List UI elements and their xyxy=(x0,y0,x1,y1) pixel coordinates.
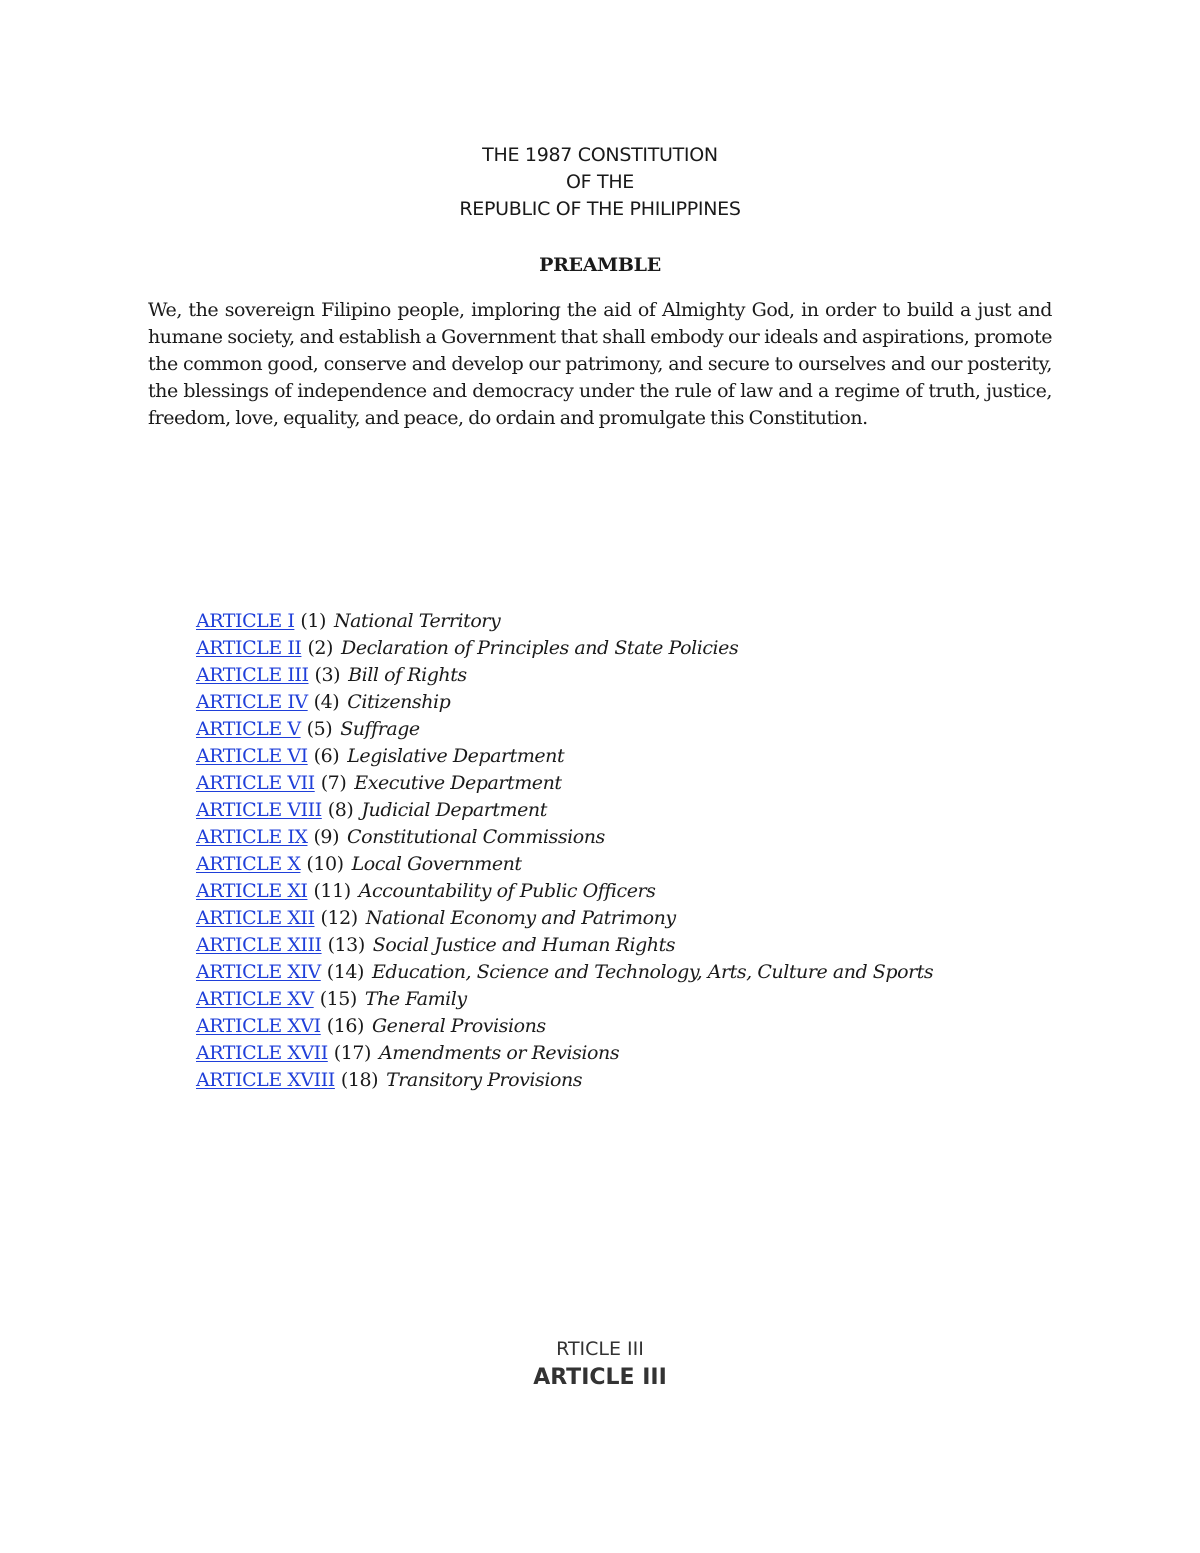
title-line-2: OF THE xyxy=(565,171,635,193)
article-15-link[interactable]: ARTICLE XV xyxy=(196,988,314,1010)
toc-topic: National Economy and Patrimony xyxy=(365,907,676,929)
toc-number: (15) xyxy=(319,988,357,1010)
article-6-link[interactable]: ARTICLE VI xyxy=(196,745,308,767)
title-line-1: THE 1987 CONSTITUTION xyxy=(482,144,718,166)
article-fragment-text: RTICLE III xyxy=(556,1338,644,1360)
toc-number: (13) xyxy=(327,934,365,956)
toc-number: (12) xyxy=(320,907,358,929)
preamble-paragraph: We, the sovereign Filipino people, imploring the aid of Almighty God, in order to build a just and humane society, and establish a Government that shall embody our ideals and aspirations, promote the common good, conserve and develop our patrimony, and secure to ourselves and our posterity, the blessings of independence and democracy under the rule of law and a regime of truth, justice, freedom, love, equality, and peace, do ordain and promulgate this Constitution. xyxy=(148,299,1052,429)
toc-topic: Transitory Provisions xyxy=(386,1069,583,1091)
toc-topic: Education, Science and Technology, Arts, Culture and Sports xyxy=(371,961,934,983)
toc-item-article-3 xyxy=(196,662,1096,689)
article-1-link[interactable]: ARTICLE I xyxy=(196,610,295,632)
article-11-link[interactable]: ARTICLE XI xyxy=(196,880,308,902)
toc-number: (1) xyxy=(300,610,326,632)
toc-item-article-17 xyxy=(196,1040,1096,1067)
toc-number: (3) xyxy=(314,664,341,686)
toc-number: (17) xyxy=(333,1042,371,1064)
article-16-link[interactable]: ARTICLE XVI xyxy=(196,1015,321,1037)
article-13-link[interactable]: ARTICLE XIII xyxy=(196,934,322,956)
article-7-link[interactable]: ARTICLE VII xyxy=(196,772,315,794)
toc-item-article-4 xyxy=(196,689,1096,716)
toc-topic: National Territory xyxy=(333,610,501,632)
toc-number: (7) xyxy=(320,772,347,794)
toc-number: (6) xyxy=(313,745,340,767)
article-17-link[interactable]: ARTICLE XVII xyxy=(196,1042,328,1064)
table-of-contents xyxy=(196,608,1096,1094)
title-line-3: REPUBLIC OF THE PHILIPPINES xyxy=(459,198,741,220)
toc-item-article-8 xyxy=(196,797,1096,824)
toc-item-article-10 xyxy=(196,851,1096,878)
toc-topic: Declaration of Principles and State Policies xyxy=(341,637,739,659)
toc-item-article-9 xyxy=(196,824,1096,851)
toc-item-article-16 xyxy=(196,1013,1096,1040)
toc-topic: Accountability of Public Officers xyxy=(358,880,656,902)
article-2-link[interactable]: ARTICLE II xyxy=(196,637,302,659)
article-heading: ARTICLE III xyxy=(533,1365,667,1390)
toc-number: (18) xyxy=(340,1069,379,1091)
article-18-link[interactable]: ARTICLE XVIII xyxy=(196,1069,335,1091)
toc-topic: Legislative Department xyxy=(347,745,565,767)
preamble-heading: PREAMBLE xyxy=(539,254,661,276)
toc-number: (14) xyxy=(326,961,364,983)
document-title xyxy=(0,142,1200,223)
article-12-link[interactable]: ARTICLE XII xyxy=(196,907,315,929)
toc-number: (11) xyxy=(313,880,351,902)
toc-item-article-7 xyxy=(196,770,1096,797)
toc-topic: Amendments or Revisions xyxy=(379,1042,620,1064)
toc-number: (4) xyxy=(313,691,340,713)
toc-topic: Bill of Rights xyxy=(348,664,467,686)
toc-topic: Constitutional Commissions xyxy=(347,826,605,848)
toc-item-article-1 xyxy=(196,608,1096,635)
toc-number: (2) xyxy=(307,637,334,659)
toc-topic: Judicial Department xyxy=(361,799,547,821)
toc-item-article-5 xyxy=(196,716,1096,743)
toc-topic: Citizenship xyxy=(347,691,451,713)
article-8-link[interactable]: ARTICLE VIII xyxy=(196,799,322,821)
toc-topic: Executive Department xyxy=(354,772,562,794)
toc-item-article-12 xyxy=(196,905,1096,932)
article-14-link[interactable]: ARTICLE XIV xyxy=(196,961,321,983)
toc-topic: Social Justice and Human Rights xyxy=(372,934,676,956)
toc-topic: The Family xyxy=(364,988,467,1010)
toc-number: (8) xyxy=(327,799,354,821)
article-4-link[interactable]: ARTICLE IV xyxy=(196,691,308,713)
toc-item-article-11 xyxy=(196,878,1096,905)
article-9-link[interactable]: ARTICLE IX xyxy=(196,826,308,848)
toc-topic: Local Government xyxy=(351,853,522,875)
article-5-link[interactable]: ARTICLE V xyxy=(196,718,301,740)
toc-item-article-18 xyxy=(196,1067,1096,1094)
toc-number: (5) xyxy=(306,718,333,740)
toc-topic: Suffrage xyxy=(340,718,420,740)
toc-number: (16) xyxy=(326,1015,364,1037)
article-10-link[interactable]: ARTICLE X xyxy=(196,853,301,875)
article-3-link[interactable]: ARTICLE III xyxy=(196,664,309,686)
toc-number: (9) xyxy=(313,826,340,848)
toc-topic: General Provisions xyxy=(371,1015,546,1037)
toc-item-article-6 xyxy=(196,743,1096,770)
toc-item-article-2 xyxy=(196,635,1096,662)
toc-item-article-13 xyxy=(196,932,1096,959)
toc-number: (10) xyxy=(306,853,344,875)
toc-item-article-15 xyxy=(196,986,1096,1013)
toc-item-article-14 xyxy=(196,959,1096,986)
